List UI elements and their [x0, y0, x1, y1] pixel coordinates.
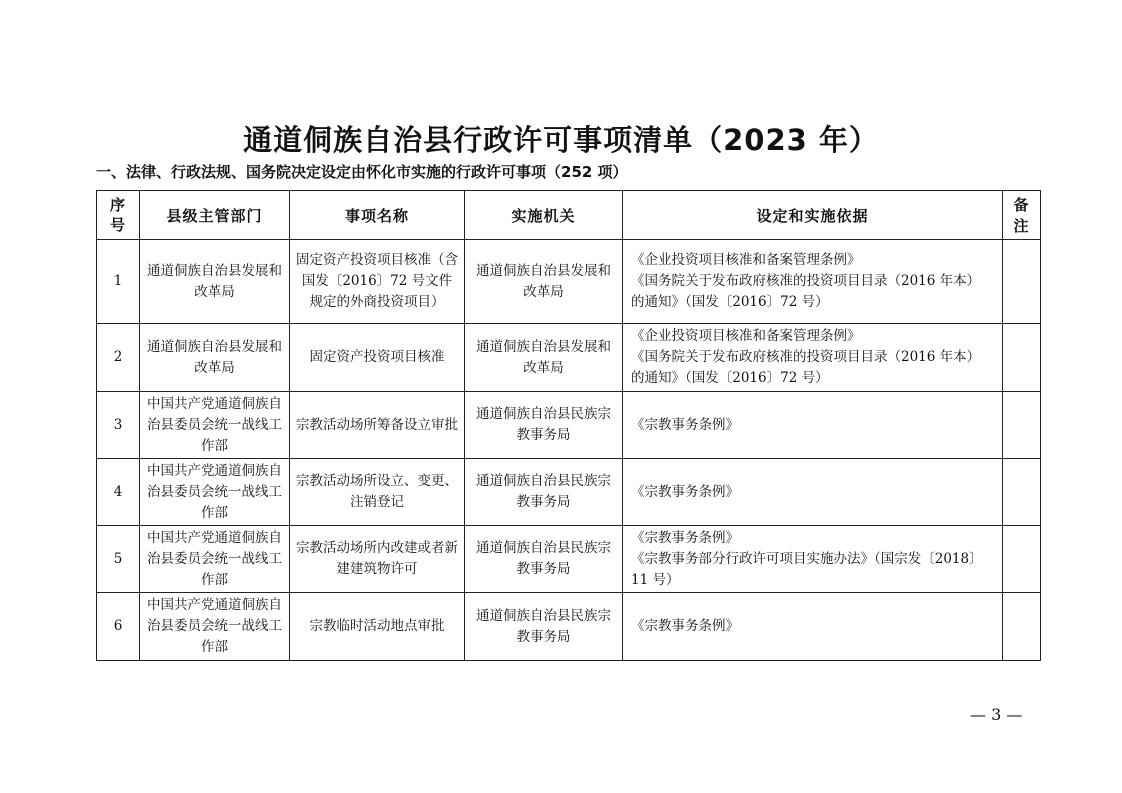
item-name-cell: 宗教临时活动地点审批 [290, 593, 465, 661]
department-cell: 中国共产党通道侗族自治县委员会统一战线工作部 [140, 526, 290, 593]
header-seq-line2: 号 [109, 216, 126, 234]
basis-cell [623, 392, 1003, 459]
agency-cell: 通道侗族自治县发展和改革局 [465, 240, 623, 324]
header-department: 县级主管部门 [140, 191, 290, 240]
department-cell: 通道侗族自治县发展和改革局 [140, 324, 290, 392]
row-number: 1 [97, 240, 140, 324]
basis-cell [623, 459, 1003, 526]
header-seq-line1: 序 [109, 196, 126, 214]
remark-cell [1003, 459, 1041, 526]
table-row [97, 459, 1041, 526]
item-name-cell: 宗教活动场所筹备设立审批 [290, 392, 465, 459]
basis-line: 《企业投资项目核准和备案管理条例》 [631, 252, 861, 268]
header-item-name: 事项名称 [290, 191, 465, 240]
row-number: 2 [97, 324, 140, 392]
remark-cell [1003, 526, 1041, 593]
basis-cell [623, 324, 1003, 392]
item-name-cell: 宗教活动场所内改建或者新建建筑物许可 [290, 526, 465, 593]
department-cell: 通道侗族自治县发展和改革局 [140, 240, 290, 324]
basis-cell [623, 526, 1003, 593]
department-cell: 中国共产党通道侗族自治县委员会统一战线工作部 [140, 593, 290, 661]
basis-line: 的通知》（国发〔2016〕72 号） [631, 370, 829, 386]
basis-line: 《宗教事务条例》 [631, 483, 739, 500]
row-number: 6 [97, 593, 140, 661]
agency-cell: 通道侗族自治县发展和改革局 [465, 324, 623, 392]
header-seq [97, 191, 140, 240]
basis-line: 《企业投资项目核准和备案管理条例》 [631, 328, 861, 344]
page-number: — 3 — [970, 705, 1023, 724]
remark-cell [1003, 392, 1041, 459]
agency-cell: 通道侗族自治县民族宗教事务局 [465, 459, 623, 526]
basis-line: 《宗教事务条例》 [631, 529, 739, 546]
agency-cell: 通道侗族自治县民族宗教事务局 [465, 593, 623, 661]
basis-line: 《国务院关于发布政府核准的投资项目目录（2016 年本） [631, 349, 981, 365]
table-row [97, 526, 1041, 593]
row-number: 3 [97, 392, 140, 459]
table-row [97, 240, 1041, 324]
row-number: 4 [97, 459, 140, 526]
table-row [97, 392, 1041, 459]
item-name-cell: 固定资产投资项目核准 [290, 324, 465, 392]
item-name-cell: 固定资产投资项目核准（含国发〔2016〕72 号文件规定的外商投资项目） [290, 240, 465, 324]
basis-cell [623, 593, 1003, 661]
basis-line: 的通知》（国发〔2016〕72 号） [631, 294, 829, 310]
header-remark: 备 注 [1003, 191, 1041, 240]
agency-cell: 通道侗族自治县民族宗教事务局 [465, 526, 623, 593]
row-number: 5 [97, 526, 140, 593]
table-row [97, 324, 1041, 392]
header-basis: 设定和实施依据 [623, 191, 1003, 240]
remark-cell [1003, 324, 1041, 392]
permit-table [96, 190, 1041, 661]
document-title: 通道侗族自治县行政许可事项清单（2023 年） [243, 123, 879, 157]
basis-cell [623, 240, 1003, 324]
basis-line: 《国务院关于发布政府核准的投资项目目录（2016 年本） [631, 273, 981, 289]
remark-cell [1003, 240, 1041, 324]
item-name-cell: 宗教活动场所设立、变更、注销登记 [290, 459, 465, 526]
table-header-row [97, 191, 1041, 240]
header-agency: 实施机关 [465, 191, 623, 240]
agency-cell: 通道侗族自治县民族宗教事务局 [465, 392, 623, 459]
department-cell: 中国共产党通道侗族自治县委员会统一战线工作部 [140, 392, 290, 459]
basis-line: 《宗教事务条例》 [631, 618, 739, 634]
remark-cell [1003, 593, 1041, 661]
department-cell: 中国共产党通道侗族自治县委员会统一战线工作部 [140, 459, 290, 526]
table-row [97, 593, 1041, 661]
basis-line: 11 号） [631, 571, 680, 588]
section-subtitle: 一、法律、行政法规、国务院决定设定由怀化市实施的行政许可事项（252 项） [96, 163, 628, 181]
basis-line: 《宗教事务条例》 [631, 416, 739, 433]
basis-line: 《宗教事务部分行政许可项目实施办法》（国宗发〔2018〕 [631, 550, 983, 567]
